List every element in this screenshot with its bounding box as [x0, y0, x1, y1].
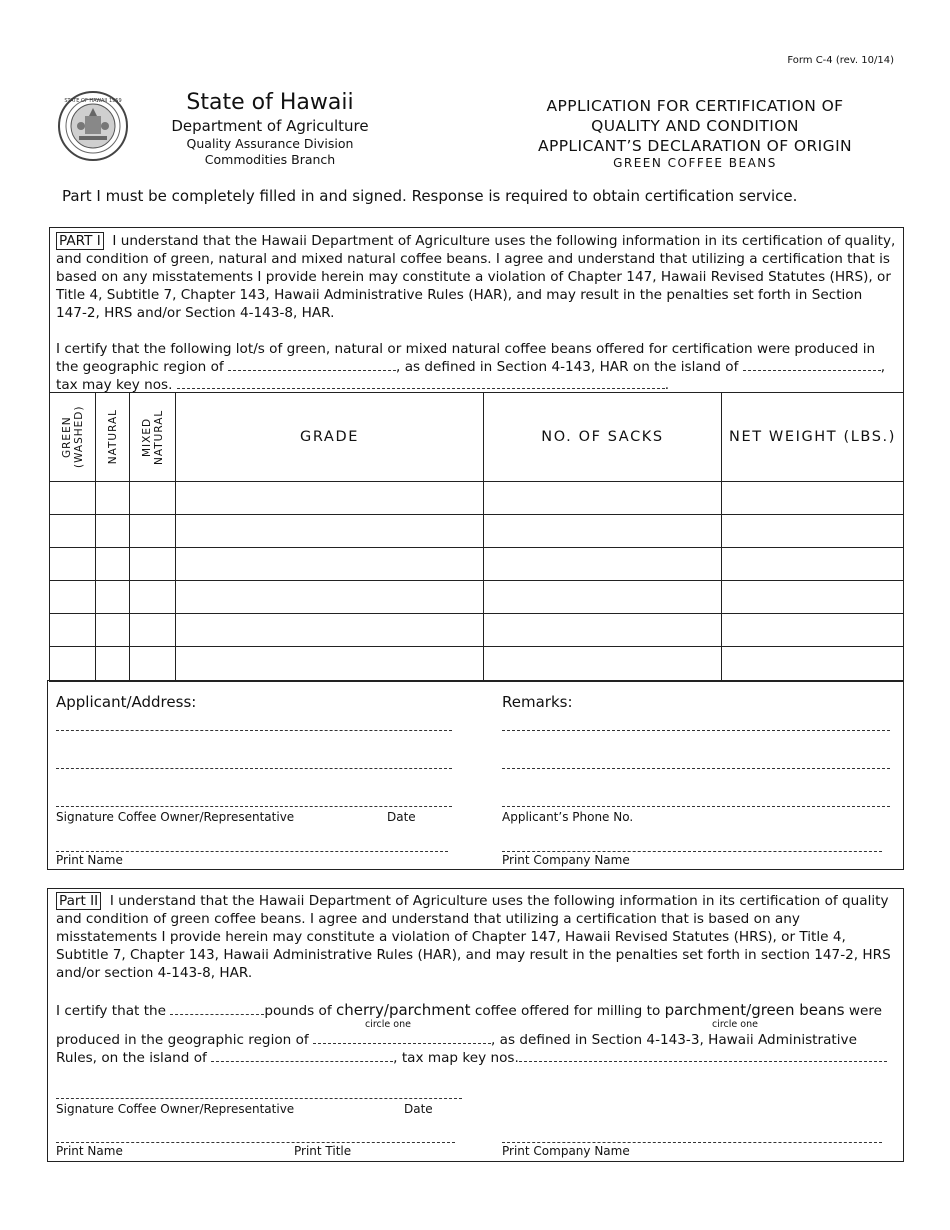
address-line-2[interactable]	[56, 768, 452, 769]
table-row	[50, 614, 904, 647]
cell-sacks[interactable]	[484, 581, 722, 614]
remarks-label: Remarks:	[502, 693, 573, 711]
cell-sacks[interactable]	[484, 614, 722, 647]
tax-key-field[interactable]	[177, 376, 665, 389]
cell-grade[interactable]	[176, 581, 484, 614]
part1-certify-c: , tax may key nos.	[56, 359, 886, 393]
department-name: Department of Agriculture	[171, 117, 369, 135]
instruction-text: Part I must be completely filled in and signed. Response is required to obtain certification service.	[62, 187, 798, 205]
pounds-field[interactable]	[170, 1002, 264, 1015]
region-field[interactable]	[228, 358, 396, 371]
cell-sacks[interactable]	[484, 647, 722, 682]
remarks-line-1[interactable]	[502, 730, 890, 731]
state-name: State of Hawaii	[186, 90, 354, 115]
seal-lettering: STATE OF HAWAII 1959	[64, 98, 122, 104]
phone-line[interactable]	[502, 806, 890, 807]
part2-print-name-line[interactable]	[56, 1142, 455, 1143]
part2-signature-label: Signature Coffee Owner/Representative	[56, 1102, 295, 1116]
cell-green[interactable]	[50, 581, 96, 614]
cell-natural[interactable]	[96, 614, 130, 647]
circle-one-hint-2: circle one	[712, 1019, 758, 1030]
cell-mixed[interactable]	[130, 515, 176, 548]
state-seal-icon	[57, 90, 129, 162]
choice-cherry-parchment[interactable]: cherry/parchment	[335, 1001, 471, 1019]
lot-table	[49, 392, 904, 682]
part2-island-field[interactable]	[211, 1049, 393, 1062]
part1-certify-b: , as defined in Section 4-143, HAR on the island of	[396, 359, 739, 375]
part2-tax-key-field[interactable]	[519, 1049, 887, 1062]
cell-natural[interactable]	[96, 548, 130, 581]
cell-weight[interactable]	[722, 515, 904, 548]
cell-weight[interactable]	[722, 482, 904, 515]
col-mixed-natural: MIXED NATURAL	[130, 393, 176, 482]
cell-green[interactable]	[50, 647, 96, 682]
part1-certify-a: I certify that the following lot/s of green, natural or mixed natural coffee beans offered for certification were produced in the geographic region of	[56, 341, 876, 375]
island-field[interactable]	[743, 358, 881, 371]
part2-signature-line[interactable]	[56, 1098, 462, 1099]
signature-label: Signature Coffee Owner/Representative	[56, 810, 295, 824]
cell-natural[interactable]	[96, 647, 130, 682]
table-row	[50, 548, 904, 581]
cell-weight[interactable]	[722, 548, 904, 581]
col-net-weight: NET WEIGHT (LBS.)	[722, 393, 904, 482]
cell-green[interactable]	[50, 548, 96, 581]
part2-date-label: Date	[404, 1102, 433, 1116]
cell-grade[interactable]	[176, 647, 484, 682]
cell-mixed[interactable]	[130, 548, 176, 581]
table-header-row	[50, 393, 904, 482]
division-name: Quality Assurance Division	[186, 136, 354, 151]
cell-green[interactable]	[50, 482, 96, 515]
agency-block	[140, 90, 400, 168]
cell-mixed[interactable]	[130, 482, 176, 515]
part2-certify-line1: I certify that the pounds of cherry/parchment coffee offered for milling to parchment/green beans were	[56, 1001, 883, 1019]
cell-grade[interactable]	[176, 548, 484, 581]
cell-green[interactable]	[50, 515, 96, 548]
col-natural: NATURAL	[96, 393, 130, 482]
form-number: Form C-4 (rev. 10/14)	[787, 55, 894, 66]
cell-natural[interactable]	[96, 482, 130, 515]
title-line-2: QUALITY AND CONDITION	[591, 117, 799, 135]
col-grade: GRADE	[176, 393, 484, 482]
cell-natural[interactable]	[96, 581, 130, 614]
remarks-line-2[interactable]	[502, 768, 890, 769]
address-line-1[interactable]	[56, 730, 452, 731]
table-row	[50, 515, 904, 548]
table-row	[50, 581, 904, 614]
circle-one-hint-1: circle one	[365, 1019, 411, 1030]
part2-region-field[interactable]	[313, 1031, 491, 1044]
signature-line[interactable]	[56, 806, 452, 807]
part2-certify-line2: produced in the geographic region of , as defined in Section 4-143-3, Hawaii Administrative	[56, 1032, 857, 1048]
company-name-line[interactable]	[502, 851, 882, 852]
part2-paragraph: I understand that the Hawaii Department of Agriculture uses the following information in its certification of quality and condition of green coffee beans. I agree and understand that utilizing a certification that is based on any misstatements I provide herein may constitute a violation of Chapter 147, Hawaii Revised Statutes (HRS), or Title 4, Subtitle 7, Chapter 143, Hawaii Administrative Rules (HAR), and may result in the penalties set forth in section 147-2, HRS and/or section 4-143-8, HAR.	[56, 893, 891, 981]
cell-weight[interactable]	[722, 647, 904, 682]
cell-mixed[interactable]	[130, 647, 176, 682]
part1-certify-end: .	[664, 377, 670, 393]
cell-weight[interactable]	[722, 614, 904, 647]
title-line-1: APPLICATION FOR CERTIFICATION OF	[546, 97, 844, 115]
cell-sacks[interactable]	[484, 548, 722, 581]
col-green-washed: GREEN (WASHED)	[50, 393, 96, 482]
part1-statement	[49, 227, 904, 393]
date-label: Date	[387, 810, 416, 824]
cell-grade[interactable]	[176, 482, 484, 515]
part2-certify-line3: Rules, on the island of , tax map key nos.	[56, 1049, 916, 1067]
print-name-line[interactable]	[56, 851, 448, 852]
cell-sacks[interactable]	[484, 482, 722, 515]
cell-natural[interactable]	[96, 515, 130, 548]
cell-green[interactable]	[50, 614, 96, 647]
part2-company-line[interactable]	[502, 1142, 882, 1143]
part2-statement	[56, 892, 894, 982]
table-row	[50, 647, 904, 682]
title-line-3: APPLICANT’S DECLARATION OF ORIGIN	[537, 137, 853, 155]
part2-print-title-label: Print Title	[294, 1144, 352, 1158]
title-subtitle: GREEN COFFEE BEANS	[613, 156, 777, 170]
col-sacks: NO. OF SACKS	[484, 393, 722, 482]
cell-mixed[interactable]	[130, 581, 176, 614]
part1-paragraph: I understand that the Hawaii Department of Agriculture uses the following information in its certification of quality, and condition of green, natural and mixed natural coffee beans. I agree and understand that utilizing a certification that is based on any misstatements I provide herein may constitute a violation of Chapter 147, Hawaii Revised Statutes (HRS), or Title 4, Subtitle 7, Chapter 143, Hawaii Administrative Rules (HAR), and may result in the penalties set forth in Section 147-2, HRS and/or Section 4-143-8, HAR.	[56, 233, 896, 321]
print-name-label: Print Name	[56, 853, 123, 867]
cell-weight[interactable]	[722, 581, 904, 614]
applicant-address-label: Applicant/Address:	[56, 693, 197, 711]
cell-mixed[interactable]	[130, 614, 176, 647]
company-name-label: Print Company Name	[502, 853, 630, 867]
cell-sacks[interactable]	[484, 515, 722, 548]
branch-name: Commodities Branch	[204, 152, 336, 167]
form-title	[500, 96, 890, 170]
cell-grade[interactable]	[176, 614, 484, 647]
part2-print-name-label: Print Name	[56, 1144, 123, 1158]
cell-grade[interactable]	[176, 515, 484, 548]
part2-company-label: Print Company Name	[502, 1144, 630, 1158]
part2-tag: Part II	[56, 892, 101, 910]
phone-label: Applicant’s Phone No.	[502, 810, 634, 824]
choice-parchment-green[interactable]: parchment/green beans	[664, 1001, 845, 1019]
part1-tag: PART I	[56, 232, 104, 250]
table-row	[50, 482, 904, 515]
